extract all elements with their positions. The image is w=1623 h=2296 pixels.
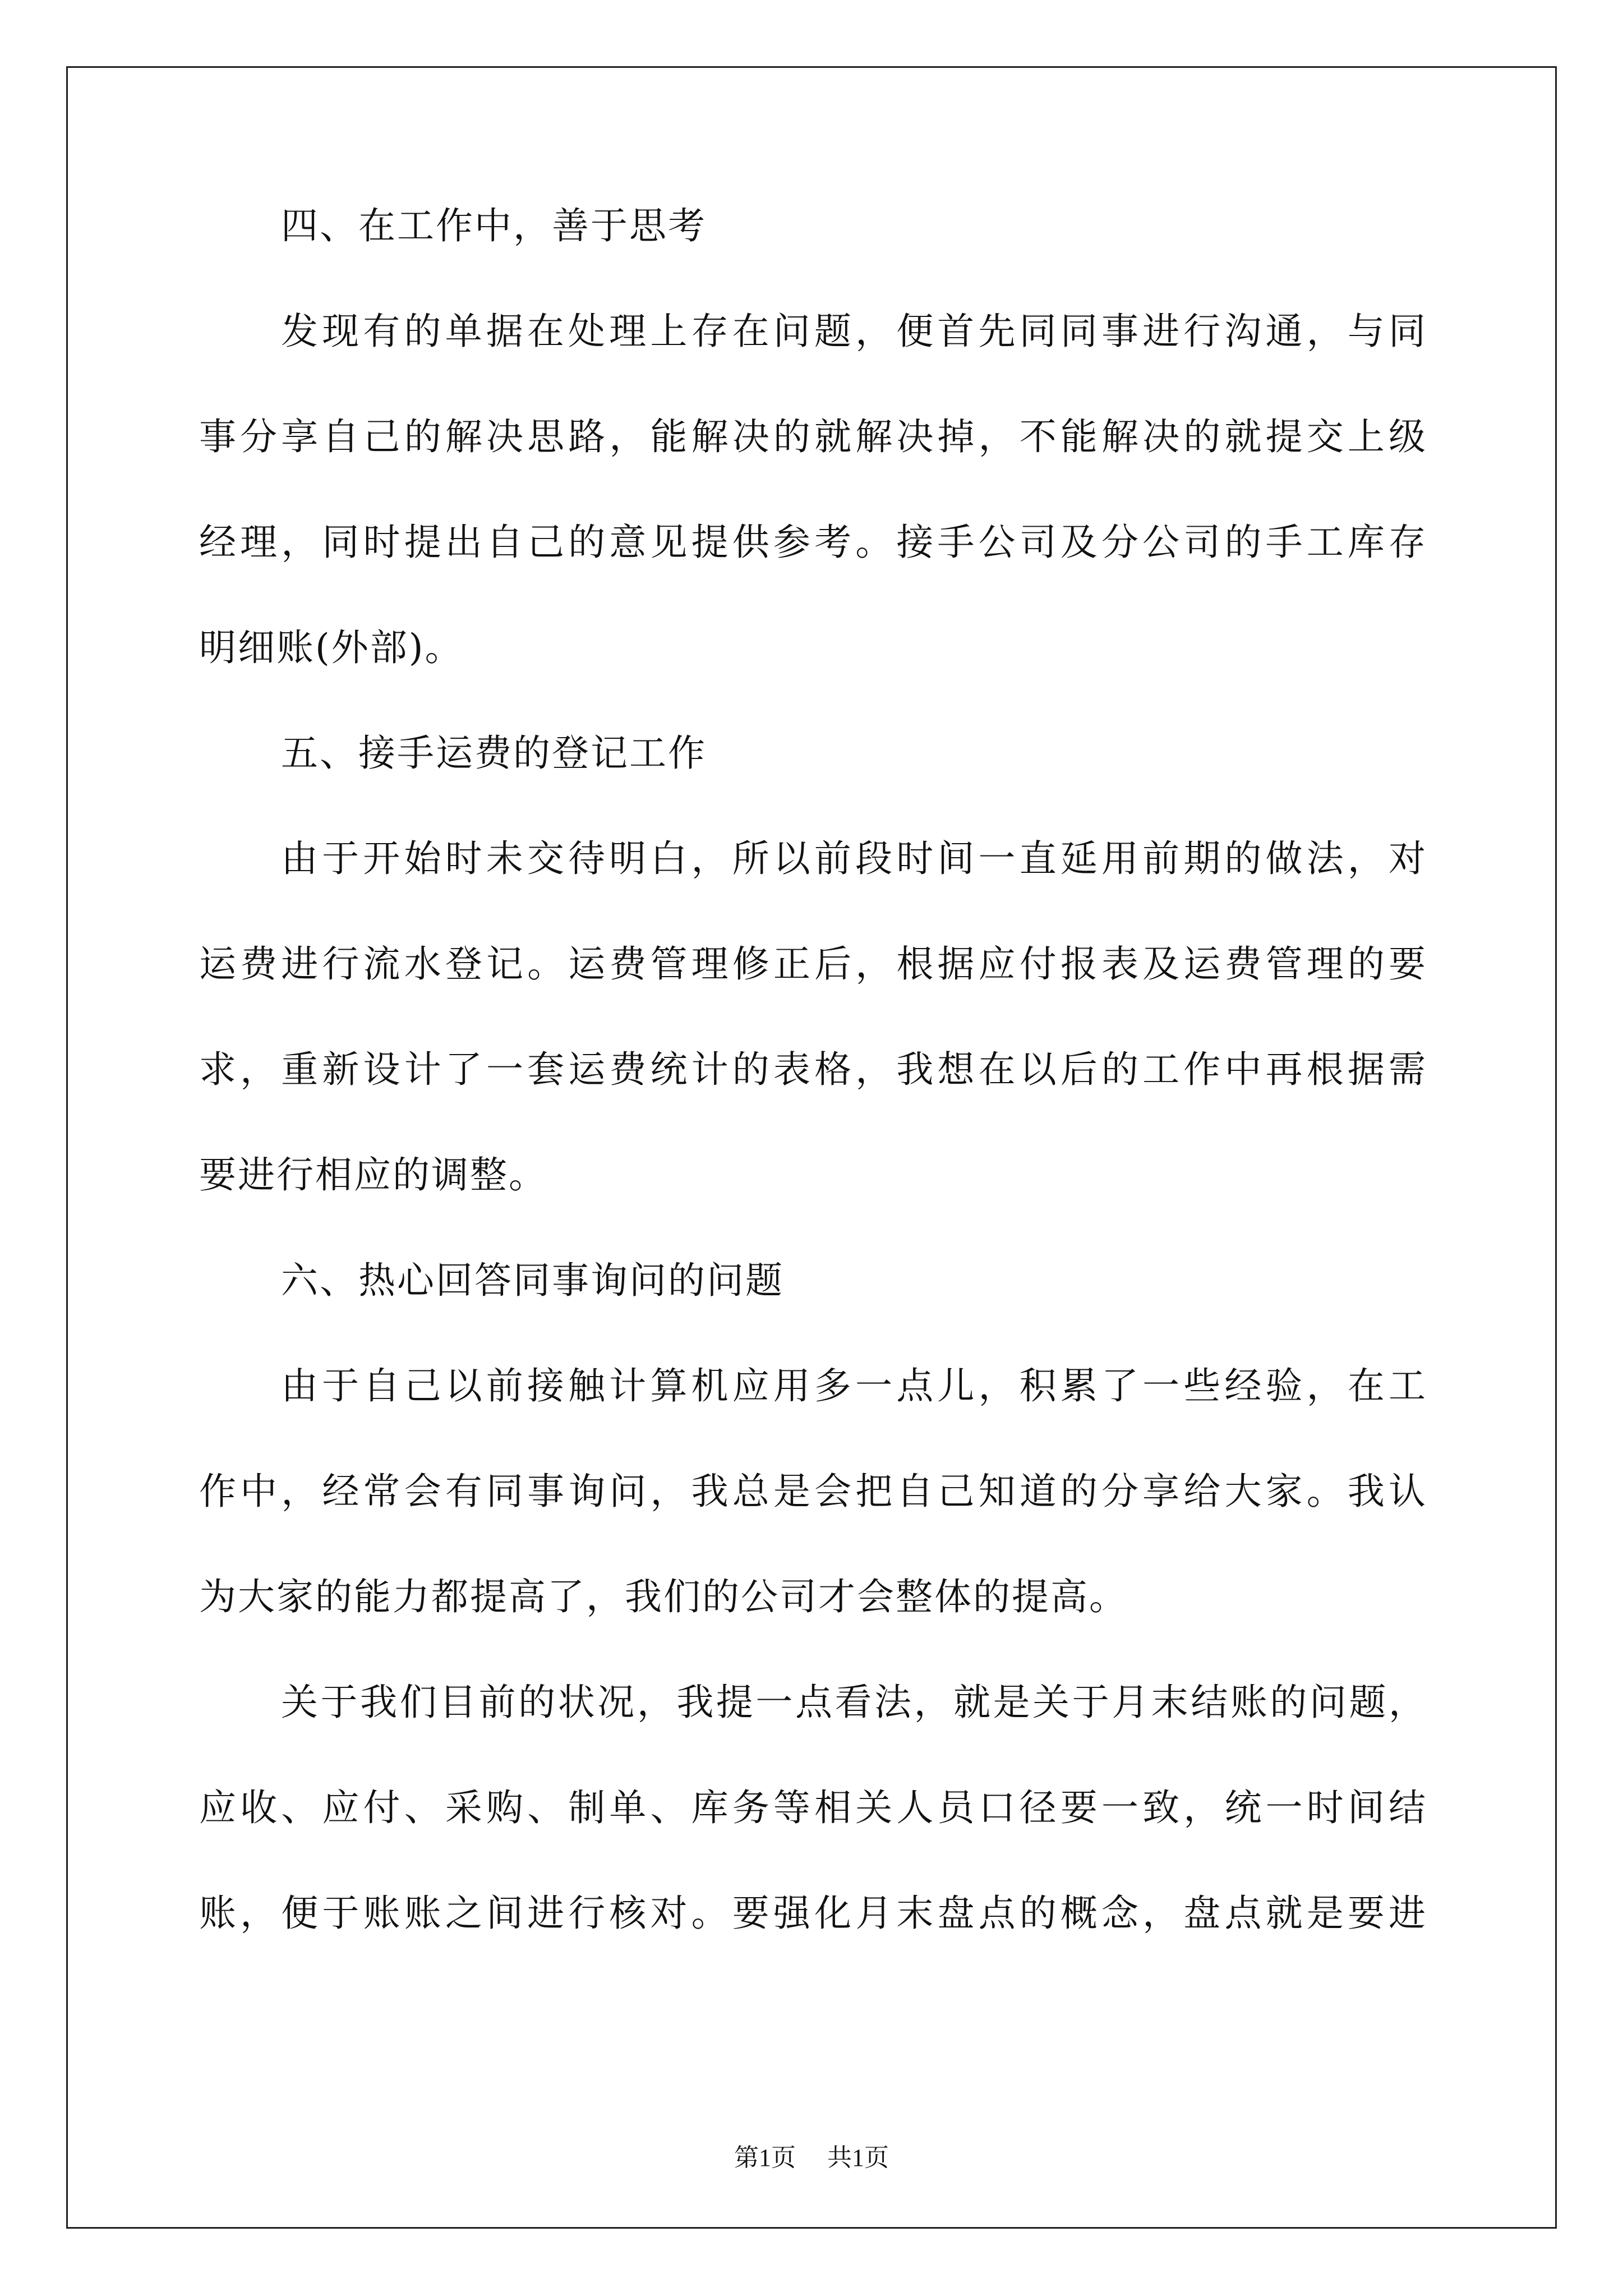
paragraph-line: 应收、应付、采购、制单、库务等相关人员口径要一致，统一时间结 [199,1786,1427,1829]
paragraph-line: 由于开始时未交待明白，所以前段时间一直延用前期的做法，对 [281,837,1427,880]
page-total: 共1页 [827,2144,889,2171]
page-footer [0,2146,1623,2170]
paragraph-line: 发现有的单据在处理上存在问题，便首先同同事进行沟通，与同 [281,310,1427,353]
paragraph-line: 经理，同时提出自己的意见提供参考。接手公司及分公司的手工库存 [199,521,1427,564]
paragraph-line: 作中，经常会有同事询问，我总是会把自己知道的分享给大家。我认 [199,1470,1427,1513]
paragraph-line: 要进行相应的调整。 [199,1153,547,1197]
page-number: 第1页 [734,2144,796,2171]
paragraph-line: 账，便于账账之间进行核对。要强化月末盘点的概念，盘点就是要进 [199,1892,1427,1935]
heading-section-6: 六、热心回答同事询问的问题 [281,1259,784,1302]
paragraph-line: 求，重新设计了一套运费统计的表格，我想在以后的工作中再根据需 [199,1048,1427,1091]
paragraph-line: 事分享自己的解决思路，能解决的就解决掉，不能解决的就提交上级 [199,415,1427,458]
paragraph-line: 由于自己以前接触计算机应用多一点儿，积累了一些经验，在工 [281,1364,1427,1407]
paragraph-line: 关于我们目前的状况，我提一点看法，就是关于月末结账的问题， [281,1681,1427,1724]
paragraph-line: 为大家的能力都提高了，我们的公司才会整体的提高。 [199,1575,1128,1618]
heading-section-4: 四、在工作中，善于思考 [281,204,707,247]
paragraph-line: 明细账(外部)。 [199,626,464,669]
paragraph-line: 运费进行流水登记。运费管理修正后，根据应付报表及运费管理的要 [199,942,1427,986]
heading-section-5: 五、接手运费的登记工作 [281,731,707,775]
